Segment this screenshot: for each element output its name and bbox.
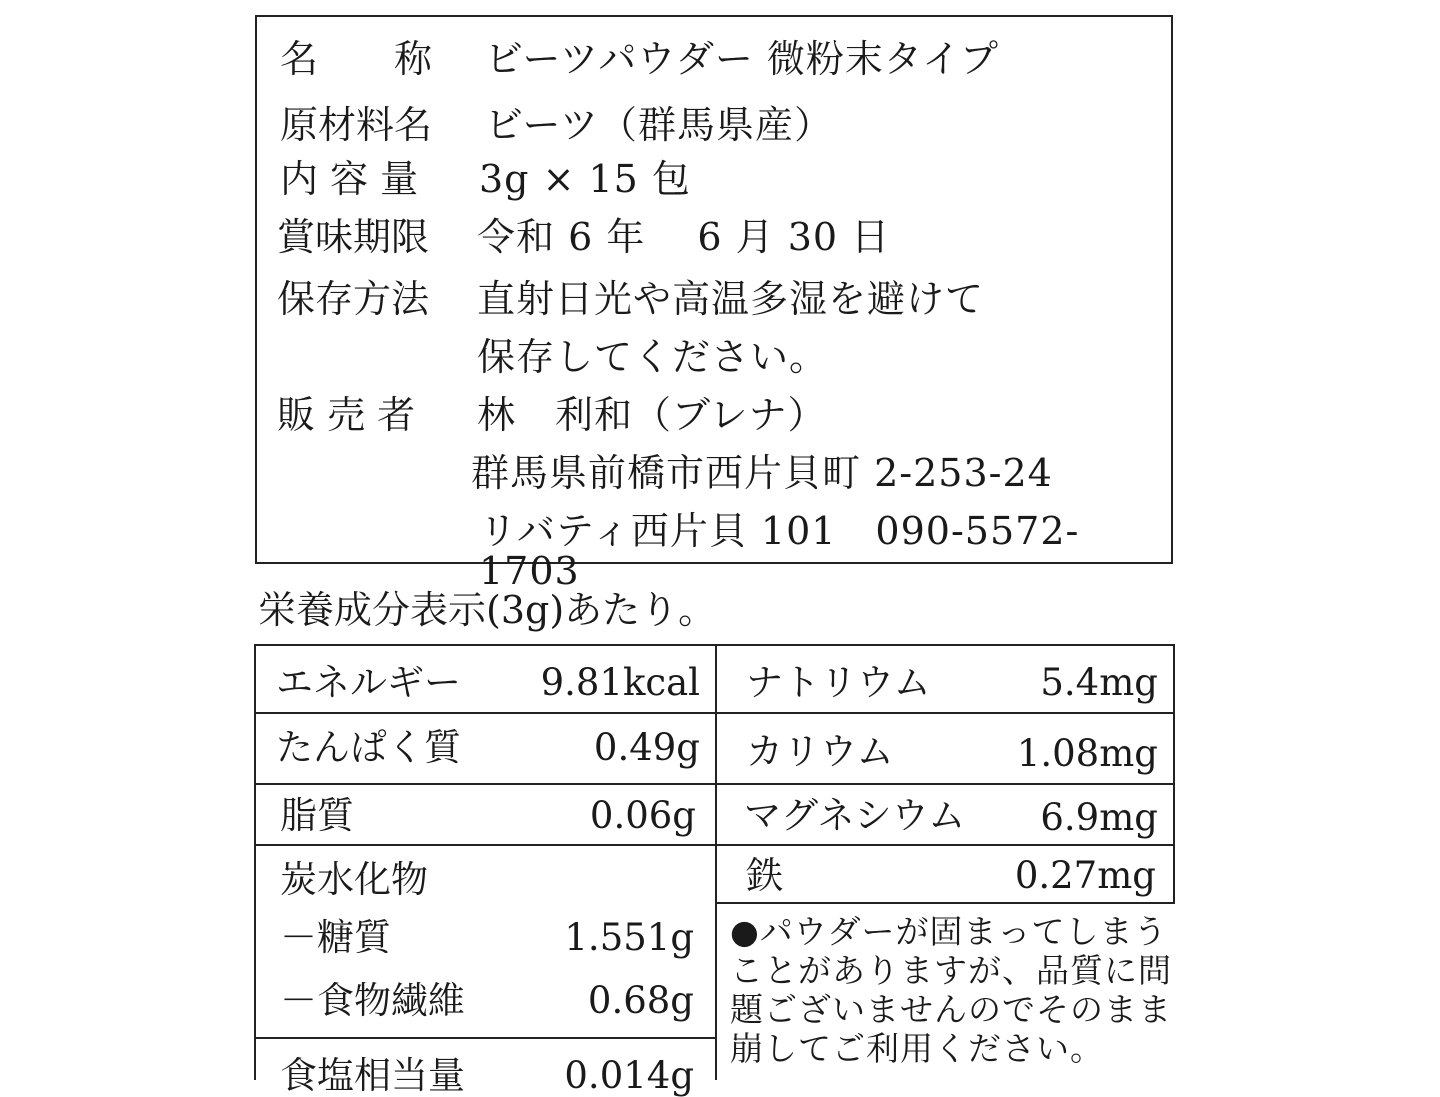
nutrient-value: 0.014g [564, 1054, 694, 1097]
nutrient-name: エネルギー [276, 661, 461, 704]
table-border [254, 783, 1175, 785]
nutrient-value: 5.4mg [1040, 661, 1158, 704]
label-name-key: 名 称 [280, 37, 433, 81]
nutrient-name: たんぱく質 [276, 726, 461, 769]
product-label-box [255, 15, 1173, 593]
label-seller-value: 林 利和（ブレナ） [477, 393, 827, 437]
nutrient-name: －食物繊維 [280, 979, 465, 1022]
nutrient-name: 炭水化物 [280, 858, 428, 901]
table-border [254, 644, 256, 1080]
label-expiry-key: 賞味期限 [277, 215, 430, 259]
label-seller-address: 群馬県前橋市西片貝町 2-253-24 [471, 451, 1053, 495]
table-border [254, 1037, 717, 1039]
nutrient-name: カリウム [746, 730, 894, 773]
label-seller-key: 販 売 者 [277, 393, 416, 437]
label-expiry-value: 令和 6 年 6 月 30 日 [477, 215, 891, 259]
table-border [254, 844, 1175, 846]
label-ingredients-key: 原材料名 [280, 103, 433, 147]
nutrient-name: 鉄 [746, 854, 783, 897]
label-contents-key: 内 容 量 [280, 157, 419, 201]
nutrient-name: 脂質 [280, 794, 354, 837]
nutrient-value: 0.49g [593, 726, 700, 769]
nutrient-value: 6.9mg [1040, 796, 1158, 839]
nutrient-value: 1.551g [564, 916, 694, 959]
label-seller-address-phone: リバティ西片貝 101 090-5572-1703 [479, 509, 1080, 593]
table-border [715, 902, 1175, 904]
label-ingredients-value: ビーツ（群馬県産） [485, 103, 833, 147]
label-contents-value: 3g × 15 包 [479, 157, 691, 201]
label-name-value: ビーツパウダー 微粉末タイプ [485, 37, 1000, 81]
table-border [254, 712, 1175, 714]
nutrition-caption: 栄養成分表示(3g)あたり。 [258, 588, 717, 632]
nutrient-name: 食塩相当量 [280, 1054, 465, 1097]
nutrient-name: マグネシウム [744, 794, 966, 837]
label-storage-value: 直射日光や高温多湿を避けて [477, 277, 985, 321]
nutrient-value: 0.27mg [1014, 854, 1156, 897]
label-storage-key: 保存方法 [277, 277, 430, 321]
table-border [254, 644, 1175, 646]
nutrient-value: 0.68g [587, 979, 694, 1022]
storage-note: ●パウダーが固まってしまうことがありますが、品質に問題ございませんのでそのまま崩してご利用ください。 [730, 912, 1172, 1068]
table-border [1173, 644, 1175, 904]
label-storage-value-2: 保存してください。 [477, 335, 829, 379]
nutrient-name: ナトリウム [746, 661, 931, 704]
nutrient-value: 0.06g [589, 794, 696, 837]
nutrient-value: 9.81kcal [540, 661, 700, 704]
nutrient-name: －糖質 [280, 916, 391, 959]
nutrient-value: 1.08mg [1016, 732, 1158, 775]
table-border [715, 644, 717, 1080]
